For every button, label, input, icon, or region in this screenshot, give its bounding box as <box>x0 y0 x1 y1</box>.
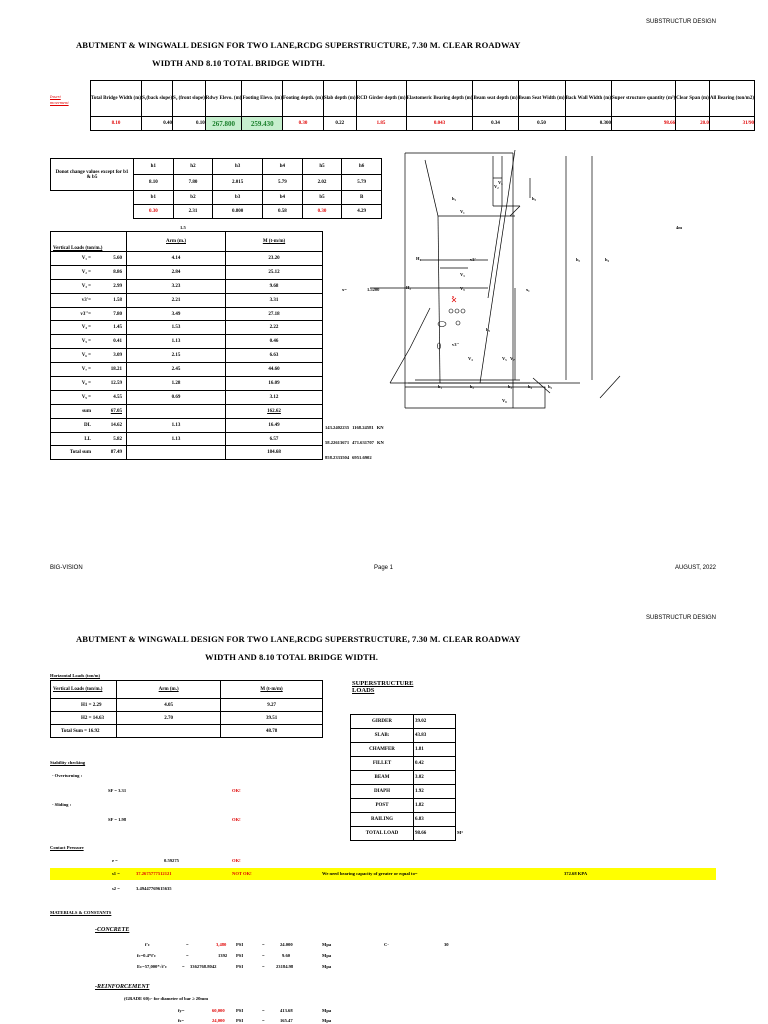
val-slab-depth[interactable]: 0.22 <box>323 117 356 131</box>
h-value[interactable]: 5.79 <box>263 175 303 191</box>
label-h3: h₃ <box>532 196 536 201</box>
load-value: 5.82 <box>93 432 127 446</box>
load-row <box>51 446 323 460</box>
stability-title: Stability checking <box>50 760 86 765</box>
col-total-width: Total Bridge Width (m) <box>91 81 142 117</box>
load-arm: 2.84 <box>127 265 226 279</box>
sf-overturning: SF = 3.31 <box>108 788 127 793</box>
notok-s1: NOT OK! <box>232 871 252 876</box>
load-label: V₂ = <box>51 265 94 279</box>
load-arm: 4.14 <box>127 252 226 266</box>
load-moment: 27.18 <box>226 307 323 321</box>
fc-mpa: 24.000 <box>280 942 293 947</box>
load-arm: 1.53 <box>127 321 226 335</box>
load-label: v3'= <box>51 293 94 307</box>
label-V3: V₃ <box>460 272 465 277</box>
h-label: h1 <box>134 159 174 175</box>
fs-psi-unit: PSI <box>236 1018 244 1023</box>
overturning-label: - Overturning : <box>52 773 83 778</box>
val-footing-elev[interactable]: 259.430 <box>242 117 283 131</box>
vl-header: Vertical Loads (ton/m.) <box>51 232 127 252</box>
load-arm: 3.23 <box>127 279 226 293</box>
s2-label: s2 = <box>112 886 120 891</box>
load-arm: 0.69 <box>127 390 226 404</box>
fc-eq: = <box>186 942 189 947</box>
load-value: 2.99 <box>93 279 127 293</box>
s1-note: We need bearing capacity of greater or equal to= <box>322 871 418 876</box>
s2-value: 3.49447769615635 <box>136 886 172 891</box>
dims-note: Donot change values except for b1 & b5 <box>51 159 134 191</box>
fs-mpa: 165.47 <box>280 1018 293 1023</box>
ec-psi: 3362768.8042 <box>190 964 217 969</box>
ok-e: OK! <box>232 858 241 863</box>
load-value: 3.09 <box>93 349 127 363</box>
b-label: b1 <box>134 191 174 205</box>
load-label: Total sum <box>51 446 94 460</box>
super-item: RAILING <box>351 813 414 827</box>
val-clear-span[interactable]: 20.0 <box>676 117 710 131</box>
page-subtitle: WIDTH AND 8.10 TOTAL BRIDGE WIDTH. <box>152 58 326 68</box>
load-label: sum <box>51 404 94 418</box>
fc2-eq2: = <box>262 953 265 958</box>
label-h1: h₁ <box>452 196 456 201</box>
hl-total-label: Total Sum = <box>61 728 88 734</box>
abutment-section-diagram <box>330 148 730 418</box>
s1-label: s1 = <box>112 871 120 876</box>
insert-line2: movement <box>50 100 69 105</box>
super-item: DIAPH <box>351 785 414 799</box>
super-value: 43.83 <box>414 729 456 743</box>
section-header-2: SUBSTRUCTUR DESIGN <box>645 615 716 621</box>
label-x1: x₁ <box>526 287 530 292</box>
hl-h2-arm: 2.70 <box>117 712 221 725</box>
label-b1: b₁ <box>438 384 442 389</box>
load-value: 0.41 <box>93 335 127 349</box>
fc-label: f'c <box>145 942 150 947</box>
insert-note <box>50 94 69 106</box>
super-row <box>351 743 456 757</box>
b-label: b3 <box>213 191 263 205</box>
e-value: 0.59275 <box>164 858 179 863</box>
load-row <box>51 335 323 349</box>
fy-mpa-unit: Mpa <box>322 1008 332 1013</box>
load-arm: 2.15 <box>127 349 226 363</box>
b-label: B <box>342 191 382 205</box>
col-girder-depth: RCD Girder depth (m) <box>356 81 406 117</box>
ec-eq2: = <box>262 964 265 969</box>
load-row <box>51 390 323 404</box>
label-v3p: v3' <box>470 257 476 262</box>
label-H2: H₂ <box>406 285 411 290</box>
load-label: V₄ = <box>51 321 94 335</box>
load-moment: 16.49 <box>226 418 323 432</box>
load-value: 12.59 <box>93 377 127 391</box>
load-row <box>51 252 323 266</box>
horizontal-loads-table <box>50 680 323 738</box>
fc2-psi-unit: PSI <box>236 953 244 958</box>
load-moment: 25.12 <box>226 265 323 279</box>
fs-psi: 24,000 <box>212 1018 225 1023</box>
load-moment: 44.60 <box>226 363 323 377</box>
diagram-4m-label: 4m <box>676 225 682 230</box>
vertical-loads-table <box>50 231 323 460</box>
fc2-mpa-unit: Mpa <box>322 953 332 958</box>
load-moment: 162.62 <box>226 404 323 418</box>
load-label: LL <box>51 432 94 446</box>
load-label: DL <box>51 418 94 432</box>
val-footing-depth[interactable]: 0.30 <box>283 117 324 131</box>
fs-mpa-unit: Mpa <box>322 1018 332 1023</box>
load-value: 1.58 <box>93 293 127 307</box>
load-label: V₉ = <box>51 390 94 404</box>
label-b3: b₃ <box>508 384 512 389</box>
b-value[interactable]: 0.30 <box>302 205 342 219</box>
val-beam-seat-depth[interactable]: 0.34 <box>473 117 518 131</box>
super-value: 0.42 <box>414 757 456 771</box>
arm-header: Arm (m.) <box>127 232 226 252</box>
super-title-line2: LOADS <box>352 687 375 694</box>
super-row <box>351 757 456 771</box>
load-row <box>51 265 323 279</box>
kn-cell: 58.22613671 <box>325 440 350 445</box>
super-row <box>351 771 456 785</box>
kn-row <box>325 425 387 430</box>
footer-left: BIG-VISION <box>50 565 83 571</box>
super-value: 1.82 <box>414 799 456 813</box>
page2-subtitle: WIDTH AND 8.10 TOTAL BRIDGE WIDTH. <box>205 652 379 662</box>
fs-eq: = <box>262 1018 265 1023</box>
load-label: V₃ = <box>51 279 94 293</box>
val-super-qty[interactable]: 98.66 <box>612 117 676 131</box>
fc-psi-unit: PSI <box>236 942 244 947</box>
s1-required: 372.68 KPA <box>564 871 588 876</box>
col-bearing-depth: Elastomeric Bearing depth (m) <box>406 81 473 117</box>
load-arm <box>127 446 226 460</box>
fy-psi: 60,000 <box>212 1008 225 1013</box>
load-value: 14.62 <box>93 418 127 432</box>
b-label: b5 <box>302 191 342 205</box>
super-item: POST <box>351 799 414 813</box>
super-item: BEAM <box>351 771 414 785</box>
load-label: v3''= <box>51 307 94 321</box>
b-value[interactable]: 2.31 <box>173 205 213 219</box>
fc2-eq: = <box>186 953 189 958</box>
label-h4: h₄ <box>605 257 609 262</box>
load-label: V₇ = <box>51 363 94 377</box>
hl-h2-val: 14.63 <box>92 715 104 721</box>
super-value: 6.83 <box>414 813 456 827</box>
label-v3pp: v3'' <box>452 342 460 347</box>
fc2-mpa: 9.60 <box>282 953 291 958</box>
superstructure-title <box>352 680 413 694</box>
load-label: V₅ = <box>51 335 94 349</box>
load-row <box>51 404 323 418</box>
fc-eq2: = <box>262 942 265 947</box>
load-row <box>51 279 323 293</box>
label-V2: V₂ <box>494 184 499 189</box>
load-row <box>51 432 323 446</box>
load-value: 87.49 <box>93 446 127 460</box>
b-value[interactable]: 4.29 <box>342 205 382 219</box>
hl-h1-val: 2.29 <box>92 702 102 708</box>
super-item: FILLET <box>351 757 414 771</box>
hl-total-moment: 48.78 <box>221 725 323 738</box>
page2-title: ABUTMENT & WINGWALL DESIGN FOR TWO LANE,RCDG SUPERSTRUCTURE, 7.30 M. CLEAR ROADWAY <box>76 634 521 644</box>
label-V6: V₆ <box>498 180 503 185</box>
kn-cell: 1168.24581 <box>352 425 374 430</box>
col-s1: S₁ <box>142 81 147 117</box>
load-arm: 3.49 <box>127 307 226 321</box>
footer-date: AUGUST, 2022 <box>674 565 716 571</box>
hl-row-h1 <box>51 699 117 712</box>
load-arm <box>127 404 226 418</box>
input-table <box>90 80 755 131</box>
col-back-slope: (back slope) <box>146 81 172 117</box>
ec-psi-unit: PSI <box>236 964 244 969</box>
hl-h2-moment: 39.51 <box>221 712 323 725</box>
super-item: SLAB: <box>351 729 414 743</box>
super-row <box>351 827 456 841</box>
label-V7: V₇ <box>510 356 515 361</box>
fy-label: fy= <box>178 1008 185 1013</box>
ec-mpa-unit: Mpa <box>322 964 332 969</box>
label-h2: h₂ <box>576 257 580 262</box>
col-slab-depth: Slab depth (m) <box>323 81 356 117</box>
h-label: h4 <box>263 159 303 175</box>
load-label: V₁ = <box>51 252 94 266</box>
col-beam-seat-width: Beam Seat Width (m) <box>518 81 565 117</box>
super-value: 1.92 <box>414 785 456 799</box>
label-h5: h₅ <box>486 327 490 332</box>
load-row <box>51 377 323 391</box>
hl-h2-label: H2 = <box>81 715 92 721</box>
materials-title: MATERIALS & CONSTANTS <box>50 910 112 915</box>
b-label: b4 <box>263 191 303 205</box>
load-row <box>51 363 323 377</box>
h-value[interactable]: 5.79 <box>342 175 382 191</box>
super-unit: M³ <box>457 830 463 835</box>
load-label: V₆ = <box>51 349 94 363</box>
hl-total-arm <box>117 725 221 738</box>
label-V9: V₉ <box>460 286 465 291</box>
label-V1: V₁ <box>460 209 465 214</box>
sliding-label: - Sliding : <box>52 802 72 807</box>
load-value: 7.80 <box>93 307 127 321</box>
val-total-width[interactable]: 8.10 <box>91 117 142 131</box>
load-moment: 3.12 <box>226 390 323 404</box>
kn-cell: 6951.6902 <box>352 455 372 460</box>
fc-mpa-unit: Mpa <box>322 942 332 947</box>
col-footing-depth: Footing depth. (m) <box>283 81 324 117</box>
hl-h1-arm: 4.05 <box>117 699 221 712</box>
load-moment: 184.68 <box>226 446 323 460</box>
super-item: GIRDER <box>351 715 414 729</box>
load-arm: 1.28 <box>127 377 226 391</box>
super-item: TOTAL LOAD <box>351 827 414 841</box>
load-row <box>51 418 323 432</box>
kn-cell: KN <box>376 425 384 430</box>
super-row <box>351 813 456 827</box>
h-value[interactable]: 2.015 <box>213 175 263 191</box>
super-title-line1: SUPERSTRUCTURE <box>352 680 414 687</box>
fc2-label: fc=0.4*f'c <box>137 953 157 958</box>
diagram-x-eq: x= <box>342 287 347 292</box>
col-front-slope: S₂ (front slope) <box>173 81 206 117</box>
load-value: 1.45 <box>93 321 127 335</box>
kn-row <box>325 455 378 460</box>
h-label: h6 <box>342 159 382 175</box>
col-beam-seat-depth: Beam seat depth (m) <box>473 81 518 117</box>
h-label: h2 <box>173 159 213 175</box>
load-value: 4.55 <box>93 390 127 404</box>
kn-cell: 471.631707 <box>352 440 374 445</box>
h-value[interactable]: 8.10 <box>134 175 174 191</box>
super-value: 3.02 <box>414 771 456 785</box>
label-V8: V₈ <box>502 398 507 403</box>
diagram-x-val: 1.5200 <box>367 287 380 292</box>
load-moment: 9.68 <box>226 279 323 293</box>
hl-header: Vertical Loads (ton/m.) <box>51 681 117 699</box>
kn-cell: KN <box>376 440 384 445</box>
val-back-wall[interactable]: 0.300 <box>565 117 611 131</box>
h-label: h5 <box>302 159 342 175</box>
label-b2: b₂ <box>470 384 474 389</box>
load-row <box>51 307 323 321</box>
col-clear-span: Clear Span (m) <box>676 81 710 117</box>
label-H1: H₁ <box>416 256 421 261</box>
hl-row-total <box>51 725 117 738</box>
page-title: ABUTMENT & WINGWALL DESIGN FOR TWO LANE,RCDG SUPERSTRUCTURE, 7.30 M. CLEAR ROADWAY <box>76 40 521 50</box>
s1-value: 37.2675777512121 <box>136 871 172 876</box>
load-arm: 1.13 <box>127 432 226 446</box>
load-value: 67.05 <box>93 404 127 418</box>
load-value: 8.86 <box>93 265 127 279</box>
grade-note: (GRADE 60):- for diameter of bar ≥ 20mm <box>124 996 209 1001</box>
hl-moment-header: M (t-m/m) <box>221 681 323 699</box>
load-moment: 16.09 <box>226 377 323 391</box>
label-x: x <box>452 294 455 299</box>
contact-title: Contact Pressure <box>50 845 84 850</box>
ec-eq: = <box>182 964 185 969</box>
load-moment: 6.63 <box>226 349 323 363</box>
load-moment: 3.31 <box>226 293 323 307</box>
col-all-bearing: All Bearing (ton/m2) <box>709 81 754 117</box>
load-row <box>51 349 323 363</box>
label-b5: b₅ <box>548 384 552 389</box>
load-label: V₈ = <box>51 377 94 391</box>
fc2-psi: 1392 <box>218 953 228 958</box>
h-label: h3 <box>213 159 263 175</box>
val-bearing-depth[interactable]: 0.043 <box>406 117 473 131</box>
fc-psi: 3,480 <box>216 942 227 947</box>
ok-sliding: OK! <box>232 817 241 822</box>
ec-mpa: 23184.98 <box>276 964 294 969</box>
fy-mpa: 413.68 <box>280 1008 293 1013</box>
fy-psi-unit: PSI <box>236 1008 244 1013</box>
fy-eq: = <box>262 1008 265 1013</box>
load-moment: 23.20 <box>226 252 323 266</box>
val-front-slope[interactable]: 0.10 <box>173 117 206 131</box>
label-b4: b₄ <box>528 384 532 389</box>
concrete-title: -CONCRETE <box>95 927 130 933</box>
ok-overturning: OK! <box>232 788 241 793</box>
horizontal-loads-title: Horizontal Loads (ton/m) <box>50 673 101 678</box>
load-value: 18.21 <box>93 363 127 377</box>
super-value: 98.66 <box>414 827 456 841</box>
label-V4: V₄ <box>468 356 473 361</box>
hl-arm-header: Arm (m.) <box>117 681 221 699</box>
sf-sliding: SF = 1.98 <box>108 817 127 822</box>
super-row <box>351 729 456 743</box>
super-row <box>351 715 456 729</box>
load-arm: 1.13 <box>127 335 226 349</box>
hl-total-val: 16.92 <box>88 728 100 734</box>
col-rdwy-elev: Rdwy Elevo. (m) <box>205 81 242 117</box>
reinforcement-title: -REINFORCEMENT <box>95 984 150 990</box>
hl-h1-moment: 9.27 <box>221 699 323 712</box>
val-back-slope[interactable]: 0.40 <box>146 117 172 131</box>
val-girder-depth[interactable]: 1.85 <box>356 117 406 131</box>
load-row <box>51 293 323 307</box>
fs-label: fs= <box>178 1018 184 1023</box>
b-value[interactable]: 0.58 <box>263 205 303 219</box>
c-label: C- <box>384 942 389 947</box>
superstructure-loads-table <box>350 714 456 841</box>
super-item: CHAMFER <box>351 743 414 757</box>
insert-line1: Insert <box>50 94 61 99</box>
val-beam-seat-width[interactable]: 0.50 <box>518 117 565 131</box>
e-label: e = <box>112 858 118 863</box>
section-header: SUBSTRUCTUR DESIGN <box>645 19 716 25</box>
load-arm: 2.21 <box>127 293 226 307</box>
load-arm: 1.13 <box>127 418 226 432</box>
b-value[interactable]: 0.30 <box>134 205 174 219</box>
hl-row-h2 <box>51 712 117 725</box>
load-row <box>51 321 323 335</box>
hl-h1-label: H1 = <box>81 702 92 708</box>
kn-row <box>325 440 387 445</box>
label-V5: V₅ <box>502 356 507 361</box>
c-value: 30 <box>444 942 449 947</box>
val-rdwy-elev[interactable]: 267.800 <box>205 117 242 131</box>
load-value: 5.60 <box>93 252 127 266</box>
val-all-bearing[interactable]: 31/90 <box>709 117 754 131</box>
load-moment: 0.46 <box>226 335 323 349</box>
kn-cell: 143.2402235 <box>325 425 350 430</box>
loads-top-note: 1.5 <box>180 225 186 230</box>
h-value[interactable]: 7.80 <box>173 175 213 191</box>
super-row <box>351 799 456 813</box>
super-value: 1.81 <box>414 743 456 757</box>
b-value[interactable]: 0.800 <box>213 205 263 219</box>
load-moment: 2.22 <box>226 321 323 335</box>
super-row <box>351 785 456 799</box>
footer-page: Page 1 <box>374 565 394 571</box>
b-label: b2 <box>173 191 213 205</box>
kn-cell: 858.2333504 <box>325 455 350 460</box>
col-back-wall: Back Wall Width (m) <box>565 81 611 117</box>
ec-label: Ec=57,000*√f'c <box>137 964 168 969</box>
col-footing-elev: Footing Elevo. (m) <box>242 81 283 117</box>
super-value: 39.02 <box>414 715 456 729</box>
load-moment: 6.57 <box>226 432 323 446</box>
col-super-qty: Super structure quantity (m³) <box>612 81 676 117</box>
moment-header: M (t-m/m) <box>226 232 323 252</box>
h-value[interactable]: 2.02 <box>302 175 342 191</box>
load-arm: 2.45 <box>127 363 226 377</box>
